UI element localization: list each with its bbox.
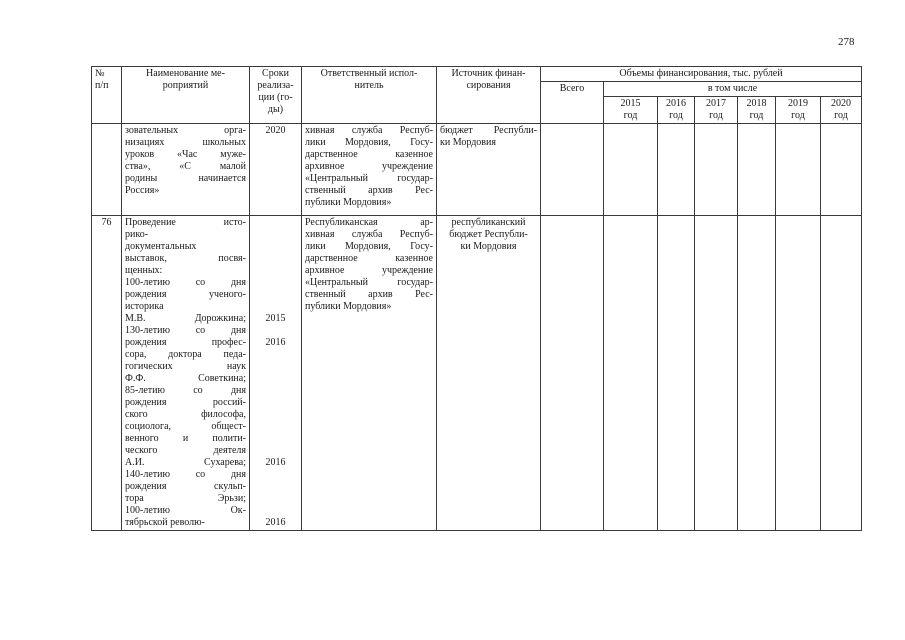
text-line: М.В. Дорожкина;	[125, 313, 246, 324]
text-line: «Центральный государ-	[305, 173, 433, 184]
activities-table	[91, 66, 862, 531]
text-line: ческого деятеля	[125, 445, 246, 456]
page-number: 278	[838, 36, 855, 48]
text-line: Ф.Ф. Советкина;	[125, 373, 246, 384]
year-value	[253, 493, 298, 505]
text-line: рождения скульп-	[125, 481, 246, 492]
row-source	[437, 124, 541, 216]
row-2015	[604, 216, 658, 531]
text-line: родины начинается	[125, 173, 246, 184]
row-2018	[738, 216, 776, 531]
header-year-2017: 2017 год	[695, 97, 738, 124]
text-line: бюджет Республи-	[449, 229, 528, 240]
year-value	[253, 349, 298, 361]
text-line: щенных:	[125, 265, 163, 276]
header-funding: Объемы финансирования, тыс. рублей	[541, 67, 862, 82]
header-year-2015: 2015 год	[604, 97, 658, 124]
text-line: 140-летию со дня	[125, 469, 246, 480]
header-including: в том числе	[604, 82, 862, 97]
year-value	[253, 481, 298, 493]
text-line: сора, доктора педа-	[125, 349, 246, 360]
row-2017	[695, 124, 738, 216]
row-2016	[658, 216, 695, 531]
text-line: рико-	[125, 229, 149, 240]
header-year-2016: 2016 год	[658, 97, 695, 124]
header-year-2020: 2020 год	[821, 97, 862, 124]
text-line: ственный архив Рес-	[305, 289, 433, 300]
text-line: 130-летию со дня	[125, 325, 246, 336]
year-value	[253, 361, 298, 373]
text-line: дарственное казенное	[305, 253, 433, 264]
text-line: бюджет Республи-	[440, 125, 537, 136]
row-name	[122, 124, 250, 216]
row-total	[541, 216, 604, 531]
text-line: гогических наук	[125, 361, 246, 372]
year-value	[253, 421, 298, 433]
text-line: хивная служба Респуб-	[305, 229, 433, 240]
year-value: 2016	[265, 517, 286, 528]
text-line: рождения россий-	[125, 397, 246, 408]
header-name: Наименование ме- роприятий	[122, 67, 250, 124]
table-row	[92, 124, 862, 216]
text-line: публики Мордовия»	[305, 197, 392, 208]
text-line: рождения ученого-	[125, 289, 246, 300]
text-line: ки Мордовия	[460, 241, 517, 252]
text-line: зовательных орга-	[125, 125, 246, 136]
year-value	[253, 253, 298, 265]
text-line: лики Мордовия, Госу-	[305, 241, 433, 252]
text-line: историка	[125, 301, 164, 312]
text-line: А.И. Сухарева;	[125, 457, 246, 468]
table-row	[92, 216, 862, 531]
text-line: венного и полити-	[125, 433, 246, 444]
year-value	[253, 373, 298, 385]
year-value	[253, 229, 298, 241]
row-num: 76	[92, 216, 122, 531]
text-line: социолога, общест-	[125, 421, 246, 432]
year-value: 2016	[265, 337, 286, 348]
year-value	[253, 277, 298, 289]
header-num: № п/п	[92, 67, 122, 124]
text-line: ства», «С малой	[125, 161, 246, 172]
year-value	[253, 505, 298, 517]
text-line: хивная служба Респуб-	[305, 125, 433, 136]
text-line: «Центральный государ-	[305, 277, 433, 288]
year-value	[253, 325, 298, 337]
year-value	[253, 289, 298, 301]
header-year-2018: 2018 год	[738, 97, 776, 124]
header-source: Источник финан- сирования	[437, 67, 541, 124]
year-value	[253, 433, 298, 445]
year-value	[253, 409, 298, 421]
text-line: лики Мордовия, Госу-	[305, 137, 433, 148]
text-line: документальных	[125, 241, 197, 252]
text-line: тябрьской револю-	[125, 517, 205, 528]
header-total: Всего	[541, 82, 604, 124]
text-line: ственный архив Рес-	[305, 185, 433, 196]
row-total	[541, 124, 604, 216]
year-value	[253, 301, 298, 313]
row-2020	[821, 124, 862, 216]
row-executor	[302, 216, 437, 531]
year-value	[253, 241, 298, 253]
text-line: публики Мордовия»	[305, 301, 392, 312]
year-value	[253, 397, 298, 409]
row-num	[92, 124, 122, 216]
row-2019	[776, 124, 821, 216]
header-executor: Ответственный испол- нитель	[302, 67, 437, 124]
header-terms: Сроки реализа- ции (го- ды)	[250, 67, 302, 124]
row-source	[437, 216, 541, 531]
row-years	[250, 216, 302, 531]
year-value	[253, 445, 298, 457]
text-line: выставок, посвя-	[125, 253, 246, 264]
text-line: 100-летию Ок-	[125, 505, 246, 516]
row-years: 2020	[250, 124, 302, 216]
header-row-1	[92, 67, 862, 82]
text-line: тора Эрьзи;	[125, 493, 246, 504]
year-value	[253, 469, 298, 481]
year-value	[253, 385, 298, 397]
text-line: уроков «Час муже-	[125, 149, 246, 160]
text-line: архивное учреждение	[305, 161, 433, 172]
row-2017	[695, 216, 738, 531]
row-2018	[738, 124, 776, 216]
text-line: Проведение исто-	[125, 217, 246, 228]
year-value	[253, 265, 298, 277]
year-value: 2016	[265, 457, 286, 468]
row-2019	[776, 216, 821, 531]
row-2015	[604, 124, 658, 216]
year-value: 2015	[265, 313, 286, 324]
text-line: дарственное казенное	[305, 149, 433, 160]
text-line: ки Мордовия	[440, 137, 496, 148]
header-year-2019: 2019 год	[776, 97, 821, 124]
row-2016	[658, 124, 695, 216]
text-line: Россия»	[125, 185, 160, 196]
text-line: ского философа,	[125, 409, 246, 420]
text-line: 100-летию со дня	[125, 277, 246, 288]
row-2020	[821, 216, 862, 531]
text-line: рождения профес-	[125, 337, 246, 348]
text-line: республиканский	[451, 217, 526, 228]
row-name	[122, 216, 250, 531]
text-line: низациях школьных	[125, 137, 246, 148]
text-line: 85-летию со дня	[125, 385, 246, 396]
text-line: Республиканская ар-	[305, 217, 433, 228]
row-executor	[302, 124, 437, 216]
year-value	[253, 217, 298, 229]
text-line: архивное учреждение	[305, 265, 433, 276]
